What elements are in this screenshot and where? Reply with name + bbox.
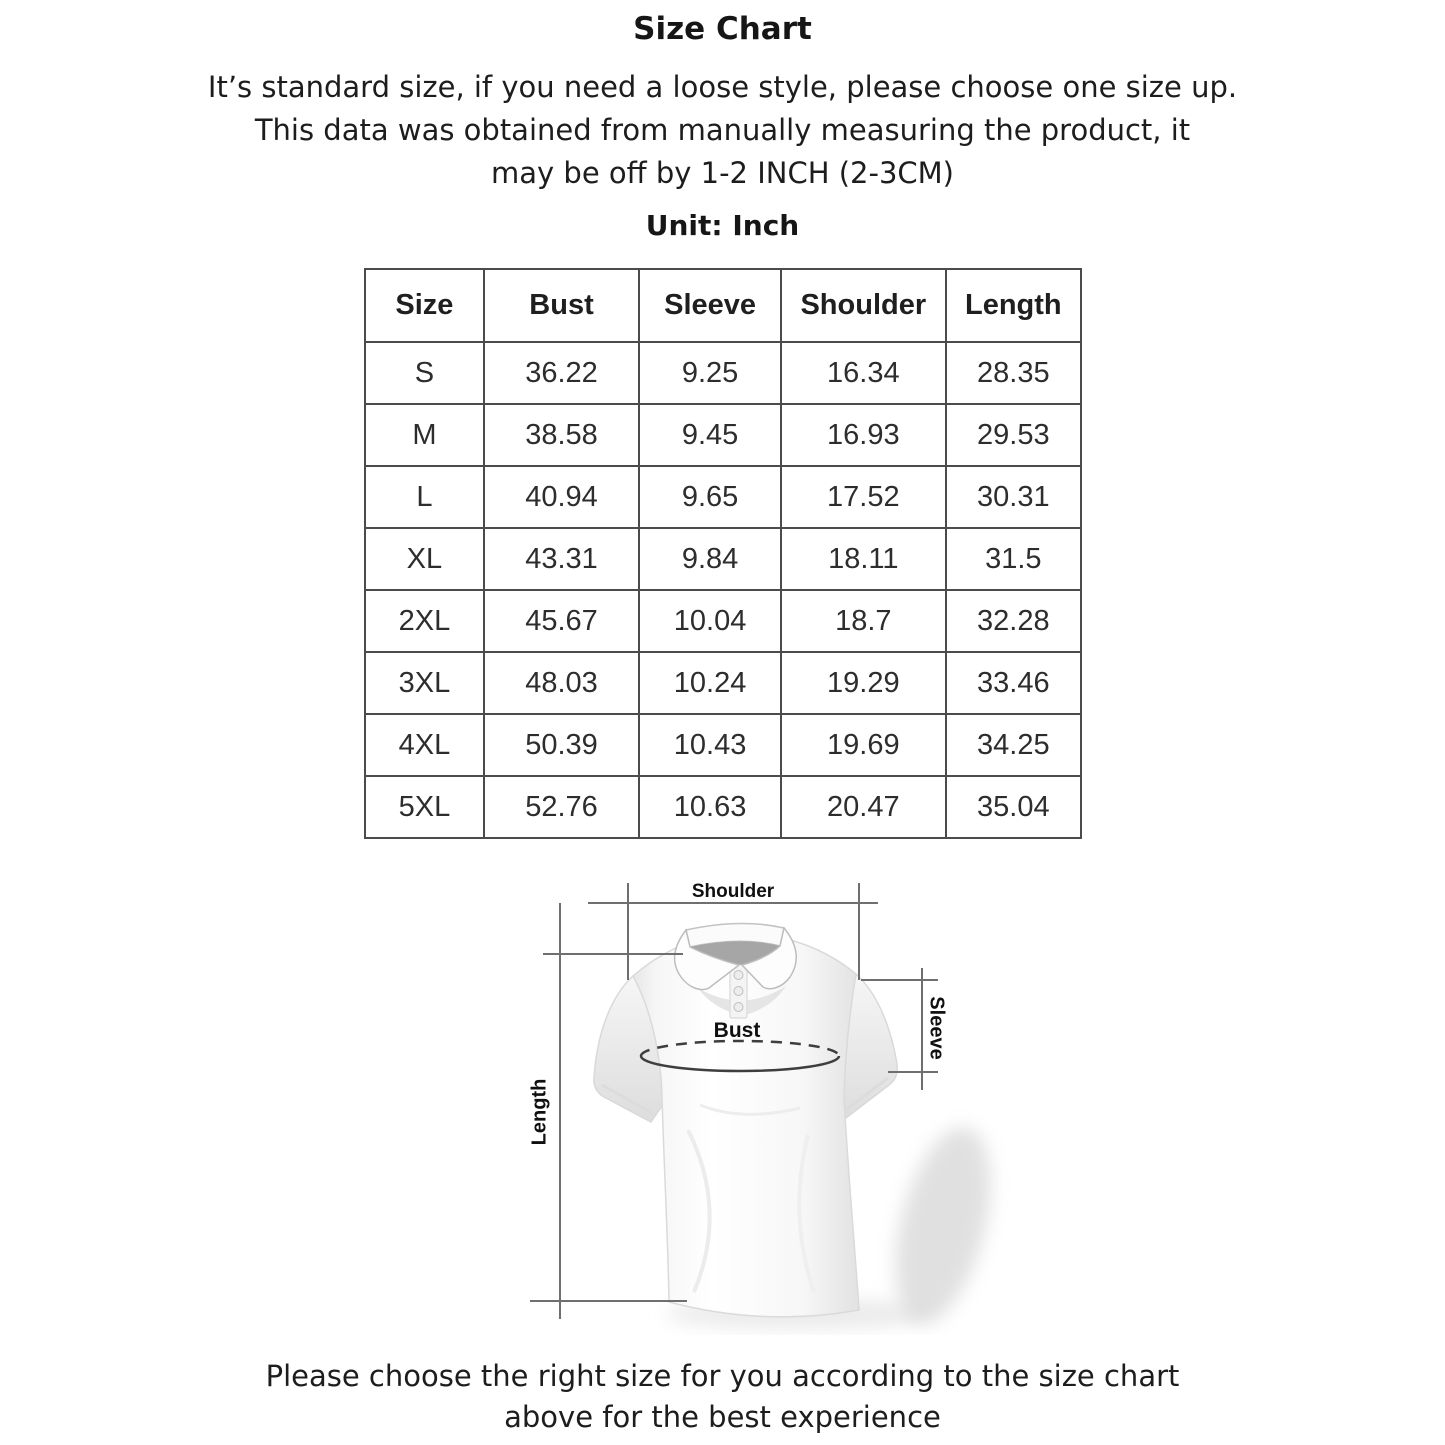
- unit-label: Unit: Inch: [645, 209, 800, 242]
- table-cell: 4XL: [365, 714, 484, 776]
- table-cell: 17.52: [781, 466, 946, 528]
- table-cell: 18.11: [781, 528, 946, 590]
- table-row: [365, 652, 1081, 714]
- sleeve-label: Sleeve: [925, 996, 948, 1060]
- table-cell: 38.58: [484, 404, 639, 466]
- table-cell: 9.65: [639, 466, 781, 528]
- table-cell: L: [365, 466, 484, 528]
- table-cell: 19.69: [781, 714, 946, 776]
- table-row: [365, 342, 1081, 404]
- table-cell: 10.04: [639, 590, 781, 652]
- page-title: Size Chart: [633, 11, 812, 47]
- column-header: Length: [946, 269, 1081, 342]
- table-cell: 20.47: [781, 776, 946, 838]
- table-row: [365, 590, 1081, 652]
- table-cell: 48.03: [484, 652, 639, 714]
- description-line: This data was obtained from manually measuring the product, it: [254, 113, 1191, 147]
- table-cell: 2XL: [365, 590, 484, 652]
- table-cell: 52.76: [484, 776, 639, 838]
- table-cell: 9.25: [639, 342, 781, 404]
- table-cell: 18.7: [781, 590, 946, 652]
- table-cell: 19.29: [781, 652, 946, 714]
- table-cell: 16.93: [781, 404, 946, 466]
- table-cell: 34.25: [946, 714, 1081, 776]
- table-row: [365, 466, 1081, 528]
- column-header: Shoulder: [781, 269, 946, 342]
- button: [734, 1003, 743, 1012]
- table-cell: 9.84: [639, 528, 781, 590]
- table-cell: 43.31: [484, 528, 639, 590]
- column-header: Size: [365, 269, 484, 342]
- table-cell: 10.43: [639, 714, 781, 776]
- table-cell: 10.63: [639, 776, 781, 838]
- length-label: Length: [528, 1078, 551, 1146]
- table-cell: 50.39: [484, 714, 639, 776]
- table-cell: 28.35: [946, 342, 1081, 404]
- column-header: Sleeve: [639, 269, 781, 342]
- bust-label: Bust: [713, 1019, 761, 1042]
- table-cell: 9.45: [639, 404, 781, 466]
- table-cell: 29.53: [946, 404, 1081, 466]
- polo-shirt-illustration: [594, 923, 897, 1316]
- table-cell: 32.28: [946, 590, 1081, 652]
- table-row: [365, 528, 1081, 590]
- shoulder-label: Shoulder: [691, 881, 775, 902]
- table-cell: 33.46: [946, 652, 1081, 714]
- shirt-diagram: [500, 870, 1060, 1335]
- table-cell: 5XL: [365, 776, 484, 838]
- size-table: [364, 268, 1082, 839]
- table-cell: M: [365, 404, 484, 466]
- table-cell: 36.22: [484, 342, 639, 404]
- description-line: It’s standard size, if you need a loose style, please choose one size up.: [207, 70, 1238, 104]
- button: [734, 987, 743, 996]
- button: [734, 971, 743, 980]
- table-cell: 31.5: [946, 528, 1081, 590]
- table-cell: XL: [365, 528, 484, 590]
- description: [0, 66, 1445, 195]
- table-row: [365, 404, 1081, 466]
- footer-note: [0, 1356, 1445, 1438]
- table-row: [365, 776, 1081, 838]
- table-cell: 40.94: [484, 466, 639, 528]
- table-cell: 10.24: [639, 652, 781, 714]
- description-line: may be off by 1-2 INCH (2-3CM): [491, 156, 954, 190]
- table-body: [365, 342, 1081, 838]
- table-cell: 3XL: [365, 652, 484, 714]
- footer-line: above for the best experience: [504, 1400, 941, 1434]
- table-cell: 45.67: [484, 590, 639, 652]
- table-cell: 30.31: [946, 466, 1081, 528]
- table-cell: 35.04: [946, 776, 1081, 838]
- table-row: [365, 714, 1081, 776]
- table-header-row: [365, 269, 1081, 342]
- column-header: Bust: [484, 269, 639, 342]
- table-cell: S: [365, 342, 484, 404]
- table-cell: 16.34: [781, 342, 946, 404]
- footer-line: Please choose the right size for you according to the size chart: [265, 1359, 1180, 1393]
